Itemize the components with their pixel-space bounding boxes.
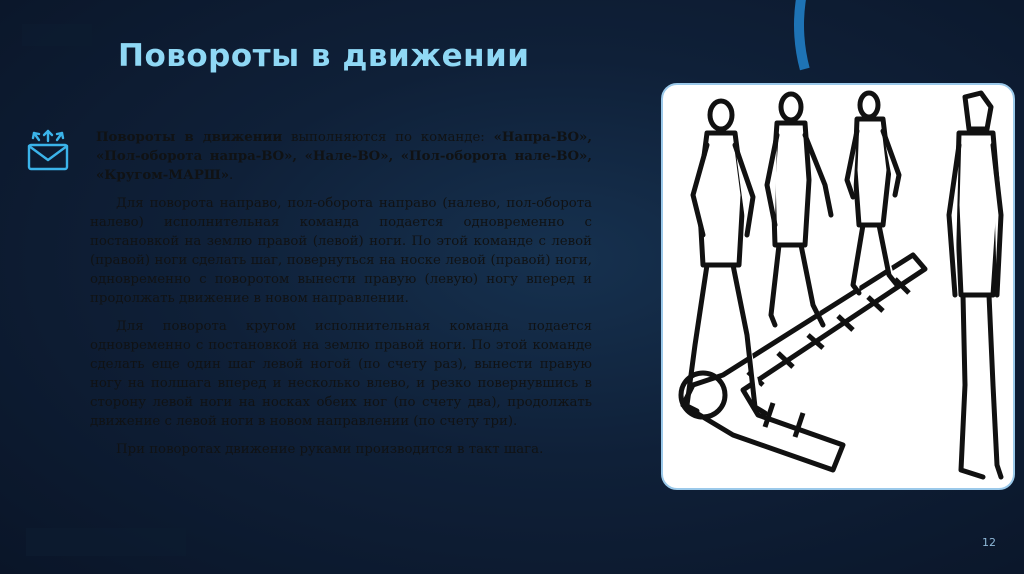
- lead-run: .: [229, 168, 234, 183]
- envelope-send-icon: [26, 128, 70, 172]
- lead-run: Повороты в движении: [96, 130, 283, 145]
- paragraph-turn-around: Для поворота кругом исполнительная команда подается одновременно с постановкой на землю правой ноги. По этой команде сделать еще один шаг левой ногой (по счету раз), вынести правую ногу на полшага вперед и несколько влево, и резко повернувшись в сторону левой ноги на носках обеих ног (по счету два), продолжать движение с левой ноги в новом направлении (по счету три).: [90, 319, 592, 429]
- lead-run: «Напра-ВО», «Пол-оборота напра-ВО», «Нале-ВО», «Пол-оборота нале-ВО», «Кругом-МАРШ»: [96, 130, 592, 183]
- lead-run: выполняются по команде:: [282, 130, 494, 145]
- decorative-block-bottom: [26, 528, 186, 556]
- lead-paragraph: [90, 128, 592, 185]
- slide-body: [90, 128, 592, 468]
- marching-turn-illustration: [661, 83, 1015, 490]
- paragraph-turn-right-left: Для поворота направо, пол-оборота направо (налево, пол-оборота налево) исполнительная команда подается одновременно с постановкой на землю правой (левой) ноги. По этой команде с левой (правой) ноги сделать шаг, повернуться на носке левой (правой) ноги, одновременно с поворотом вынести правую (левую) ногу вперед и продолжать движение в новом направлении.: [90, 196, 592, 306]
- soldiers-drawing: [663, 85, 1013, 488]
- decorative-block-top: [22, 24, 92, 46]
- slide-title: Повороты в движении: [118, 38, 530, 74]
- page-number: 12: [982, 536, 996, 549]
- paragraph-arm-movement: При поворотах движение руками производится в такт шага.: [116, 442, 544, 457]
